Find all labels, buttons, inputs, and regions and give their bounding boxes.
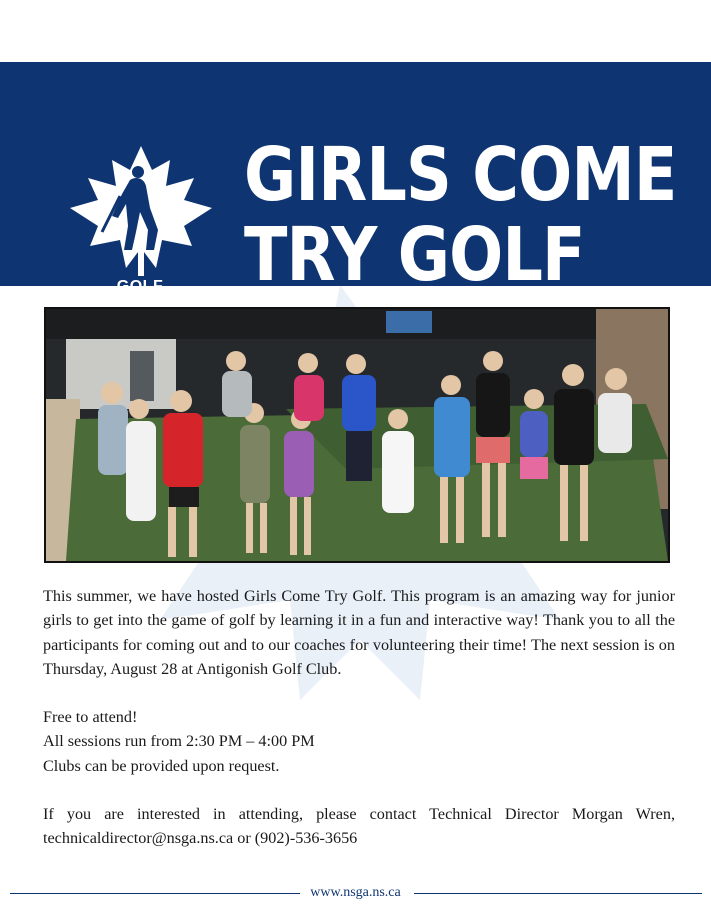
footer-url-link[interactable]: www.nsga.ns.ca	[303, 885, 407, 900]
group-photo	[44, 307, 670, 563]
session-details	[43, 705, 675, 778]
page-title	[244, 132, 677, 298]
header-banner	[0, 62, 711, 298]
detail-free: Free to attend!	[43, 708, 138, 726]
contact-paragraph: If you are interested in attending, please contact Technical Director Morgan Wren, technicaldirector@nsga.ns.ca or (902)-536-3656	[43, 805, 675, 848]
footer	[0, 885, 711, 901]
detail-clubs: Clubs can be provided upon request.	[43, 756, 280, 775]
title-line-2: TRY GOLF	[244, 212, 585, 298]
maple-leaf-golfer-icon	[66, 146, 216, 276]
group-photo-image	[46, 309, 668, 561]
title-line-1: GIRLS COME	[244, 132, 677, 218]
logo-line-golf: GOLF	[116, 278, 164, 295]
detail-time: All sessions run from 2:30 PM – 4:00 PM	[43, 732, 315, 751]
intro-paragraph: This summer, we have hosted Girls Come Try Golf. This program is an amazing way for junior girls to get into the game of golf by learning it in a fun and interactive way! Thank you to all the participants for coming out and to our coaches for volunteering their time! The next session is on Thursday, August 28 at Antigonish Golf Club.	[43, 587, 675, 678]
